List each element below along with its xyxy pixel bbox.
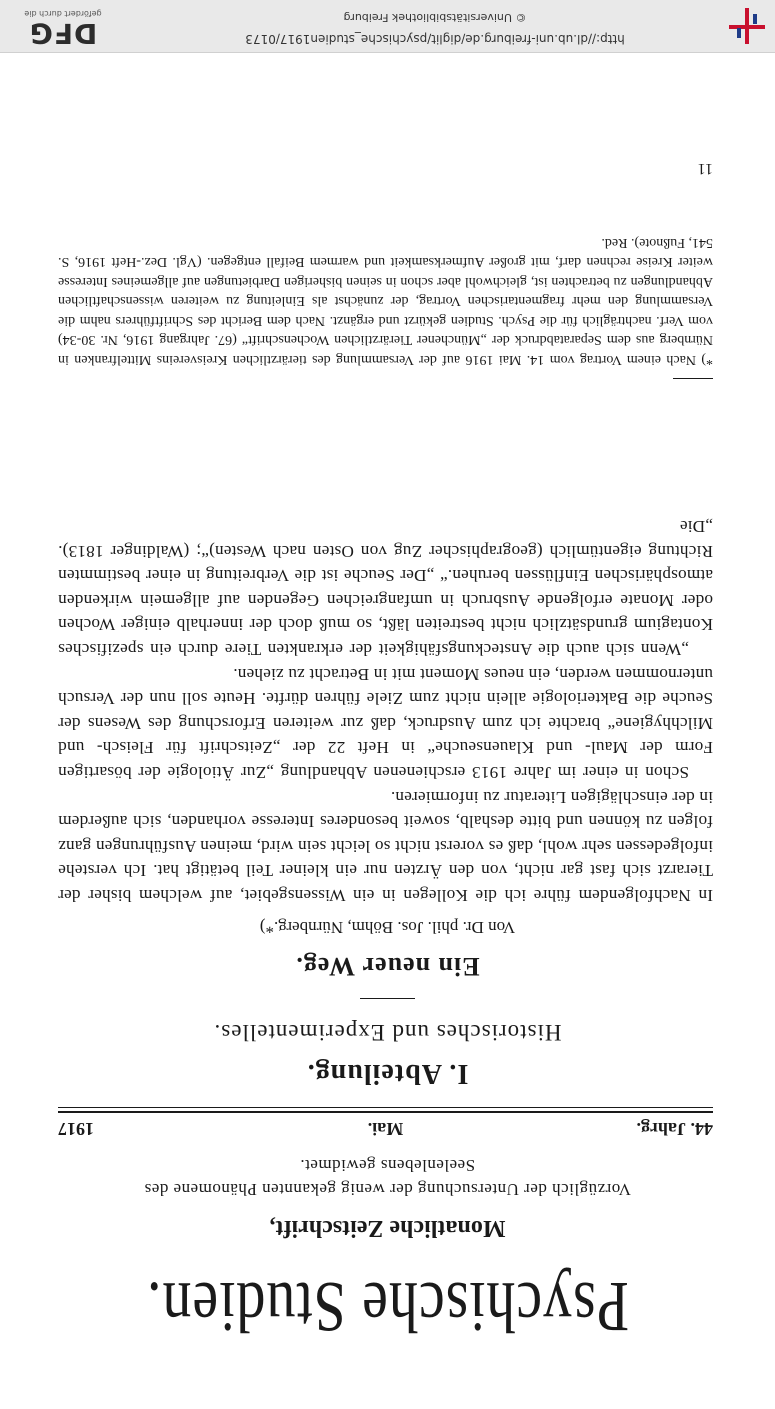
issue-rule-bottom [58, 1107, 713, 1108]
page-number: 11 [697, 160, 713, 177]
body-paragraph: Schon in einer im Jahre 1913 erschienenen Abhandlung „Zur Ätiologie der bösartigen Form der Maul- und Klauenseuche“ in Heft 22 der „Zeitschrift für Fleisch- und Milchhygiene“ brachte ich zum Ausdruck, daß zur weiteren Erforschung des Wesens der Seuche die Bakteriologie allein nicht zum Ziele führen dürfte. Heute soll nun der Versuch unternommen werden, ein neues Moment mit in Betracht zu ziehen. [58, 664, 713, 783]
article-byline: Von Dr. phil. Jos. Böhm, Nürnberg.*) [259, 918, 516, 937]
footnote-rule [673, 378, 713, 379]
journal-title: Psychische Studien. [146, 1266, 629, 1348]
dfg-logo-icon [8, 4, 118, 48]
footnote: *) Nach einem Vortrag vom 14. Mai 1916 auf der Versammlung des tierärztlichen Kreisvereins Mittelfranken in Nürnberg aus dem Separatabdruck der „Münchener Tierärztlichen Wochenschrift“ (67. Jahrgang 1916, Nr. 30-34) vom Verf. nachträglich für die Psych. Studien gekürzt und ergänzt. Nach dem Bericht des Schriftführers nahm die Versammlung den mehr fragmentarischen Vortrag, der zunächst als Einleitung zu weiteren wissenschaftlichen Abhandlungen zu betrachten ist, gleichwohl aber schon in seinen bisherigen Darbietungen auf allgemeines Interesse weiter Kreise rechnen darf, mit großer Aufmerksamkeit und warmem Beifall entgegen. (Vgl. Dez.-Heft 1916, S. 541, Fußnote). Red. [58, 235, 713, 367]
dfg-logo-word: DFG [28, 17, 98, 50]
article-body [58, 514, 713, 908]
body-paragraph: „Wenn sich auch die Ansteckungsfähigkeit der erkrankten Tiere durch ein spezifisches Kontagium grundsätzlich nicht bestreiten läßt, so muß doch der innerhalb einiger Wochen oder Monate erfolgende Ausbruch in umfangreichen Gegenden auf allgemein wirkenden atmosphärischen Einflüssen beruhen.“ „Der Seuche ist die Verbreitung in einer bestimmten Richtung eigentümlich (geographischer Zug von Osten nach Westen)“; (Waldinger 1813). „Die [58, 517, 713, 660]
section-subheading: Historisches und Experimentelles. [213, 1020, 562, 1045]
issue-date: 1917 [58, 1119, 94, 1139]
journal-subtitle: Monatliche Zeitschrift, [269, 1215, 506, 1241]
viewer-banner [0, 0, 775, 53]
section-heading: I. Abteilung. [306, 1058, 469, 1089]
dfg-logo-subtext: gefördert durch die [24, 9, 102, 18]
article-title: Ein neuer Weg. [295, 952, 480, 981]
ub-freiburg-logo-icon [727, 6, 767, 46]
journal-description-line1: Vorzüglich der Untersuchung der wenig gekannten Phänomene des [144, 1180, 631, 1199]
section-divider [360, 998, 415, 999]
copyright-notice: © Universitätsbibliothek Freiburg [343, 11, 527, 24]
document-url-link[interactable]: http://dl.ub.uni-freiburg.de/diglit/psychische_studien1917/0173 [245, 32, 625, 46]
issue-month: Mai. [367, 1119, 404, 1139]
issue-year: 44. Jahrg. [636, 1119, 713, 1139]
journal-description-line2: Seelenlebens gewidmet. [299, 1156, 476, 1175]
issue-rule-top [58, 1111, 713, 1113]
body-paragraph: In Nachfolgendem führe ich die Kollegen in ein Wissensgebiet, auf welchem bisher der Tierarzt sich fast gar nicht, von den Ärzten nur ein kleiner Teil betätigt hat. Ich verstehe infolgedessen sehr wohl, daß es vorerst nicht so leicht sein wird, meinen Ausführungen ganz folgen zu können und bitte deshalb, soweit besonderes Interesse vorhanden, sich außerdem in der einschlägigen Literatur zu informieren. [58, 787, 713, 905]
